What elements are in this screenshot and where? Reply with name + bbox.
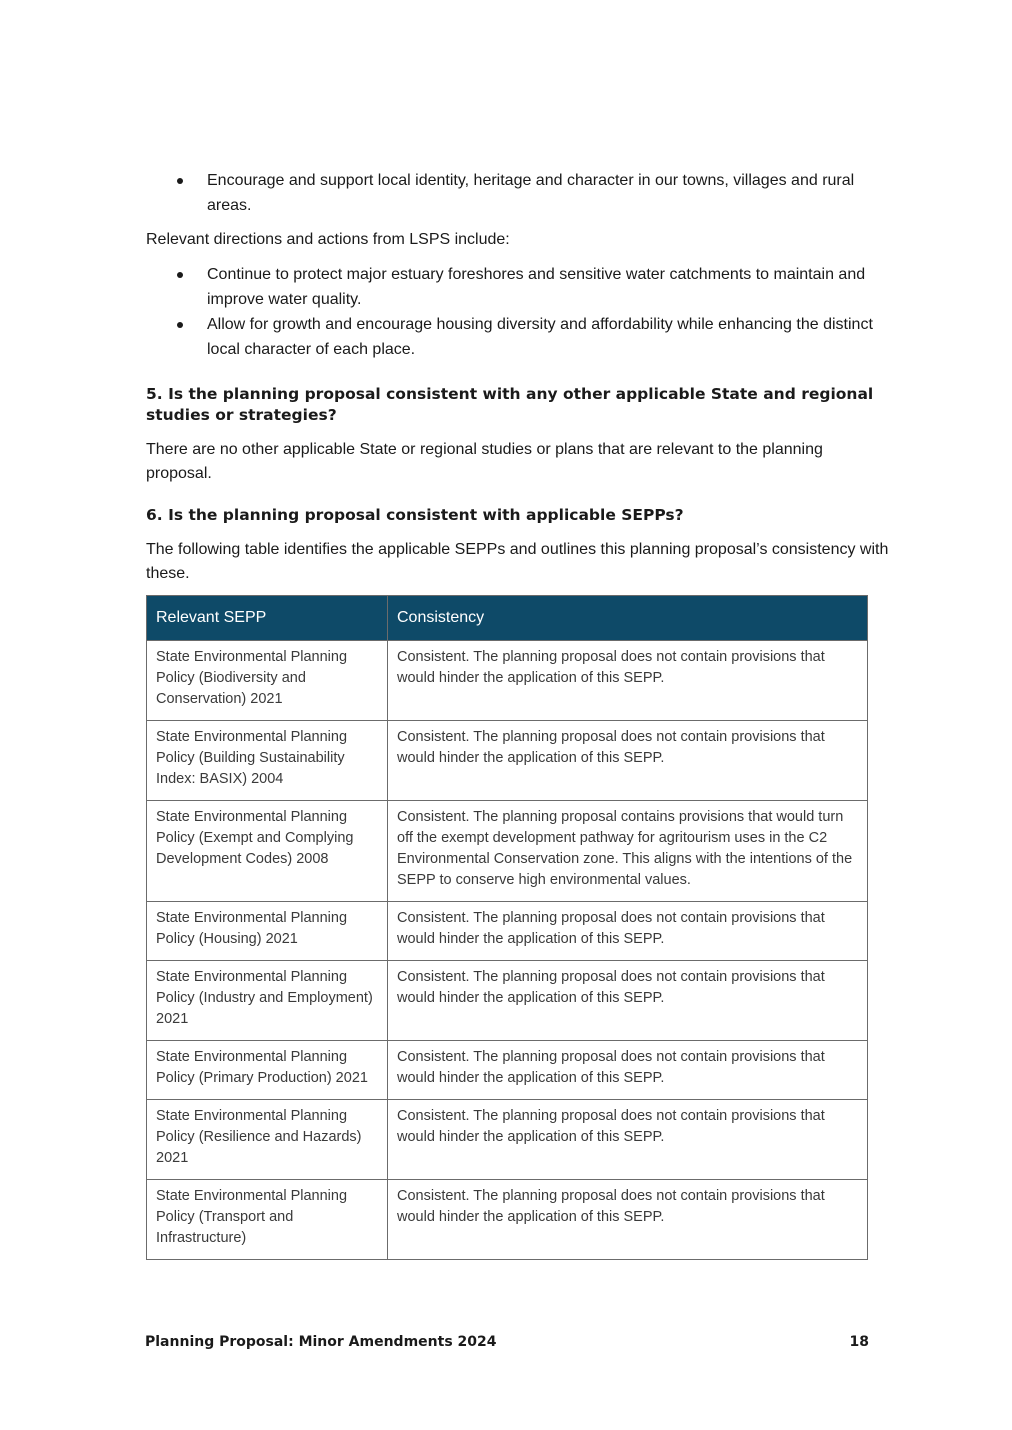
sepp-cell: State Environmental Planning Policy (Biodiversity and Conservation) 2021 (147, 641, 388, 721)
page-footer (145, 1334, 869, 1350)
table-row (147, 1180, 868, 1260)
q6-answer: The following table identifies the applicable SEPPs and outlines this planning proposal’s consistency with these. (146, 541, 889, 582)
consistency-cell: Consistent. The planning proposal does not contain provisions that would hinder the application of this SEPP. (388, 641, 868, 721)
sepp-cell: State Environmental Planning Policy (Transport and Infrastructure) (147, 1180, 388, 1260)
intro-bullet-list (146, 168, 890, 218)
consistency-cell: Consistent. The planning proposal does not contain provisions that would hinder the application of this SEPP. (388, 1041, 868, 1100)
lsps-intro: Relevant directions and actions from LSPS include: (146, 231, 510, 248)
column-header-relevant-sepp: Relevant SEPP (147, 596, 388, 641)
document-body (146, 168, 890, 1260)
sepp-table (146, 595, 868, 1260)
table-row (147, 1100, 868, 1180)
consistency-cell: Consistent. The planning proposal does not contain provisions that would hinder the application of this SEPP. (388, 1180, 868, 1260)
sepp-cell: State Environmental Planning Policy (Exempt and Complying Development Codes) 2008 (147, 801, 388, 902)
table-row (147, 902, 868, 961)
sepp-cell: State Environmental Planning Policy (Industry and Employment) 2021 (147, 961, 388, 1041)
sepp-cell: State Environmental Planning Policy (Resilience and Hazards) 2021 (147, 1100, 388, 1180)
sepp-cell: State Environmental Planning Policy (Housing) 2021 (147, 902, 388, 961)
list-item: Encourage and support local identity, heritage and character in our towns, villages and rural areas. (146, 168, 890, 218)
sepp-cell: State Environmental Planning Policy (Building Sustainability Index: BASIX) 2004 (147, 721, 388, 801)
footer-title: Planning Proposal: Minor Amendments 2024 (145, 1334, 497, 1350)
page-number: 18 (849, 1334, 869, 1350)
consistency-cell: Consistent. The planning proposal does not contain provisions that would hinder the application of this SEPP. (388, 902, 868, 961)
table-row (147, 961, 868, 1041)
consistency-cell: Consistent. The planning proposal does not contain provisions that would hinder the application of this SEPP. (388, 961, 868, 1041)
column-header-consistency: Consistency (388, 596, 868, 641)
table-row (147, 721, 868, 801)
table-header-row (147, 596, 868, 641)
table-row (147, 641, 868, 721)
consistency-cell: Consistent. The planning proposal does not contain provisions that would hinder the application of this SEPP. (388, 721, 868, 801)
q6-heading: 6. Is the planning proposal consistent with applicable SEPPs? (146, 506, 684, 524)
q5-heading: 5. Is the planning proposal consistent with any other applicable State and regional studies or strategies? (146, 385, 874, 424)
list-item: Continue to protect major estuary foreshores and sensitive water catchments to maintain and improve water quality. (146, 262, 890, 312)
table-row (147, 1041, 868, 1100)
sepp-cell: State Environmental Planning Policy (Primary Production) 2021 (147, 1041, 388, 1100)
list-item: Allow for growth and encourage housing diversity and affordability while enhancing the distinct local character of each place. (146, 312, 890, 362)
consistency-cell: Consistent. The planning proposal contains provisions that would turn off the exempt development pathway for agritourism uses in the C2 Environmental Conservation zone. This aligns with the intentions of the SEPP to conserve high environmental values. (388, 801, 868, 902)
consistency-cell: Consistent. The planning proposal does not contain provisions that would hinder the application of this SEPP. (388, 1100, 868, 1180)
lsps-bullet-list (146, 262, 890, 362)
q5-answer: There are no other applicable State or regional studies or plans that are relevant to the planning proposal. (146, 441, 823, 482)
table-row (147, 801, 868, 902)
